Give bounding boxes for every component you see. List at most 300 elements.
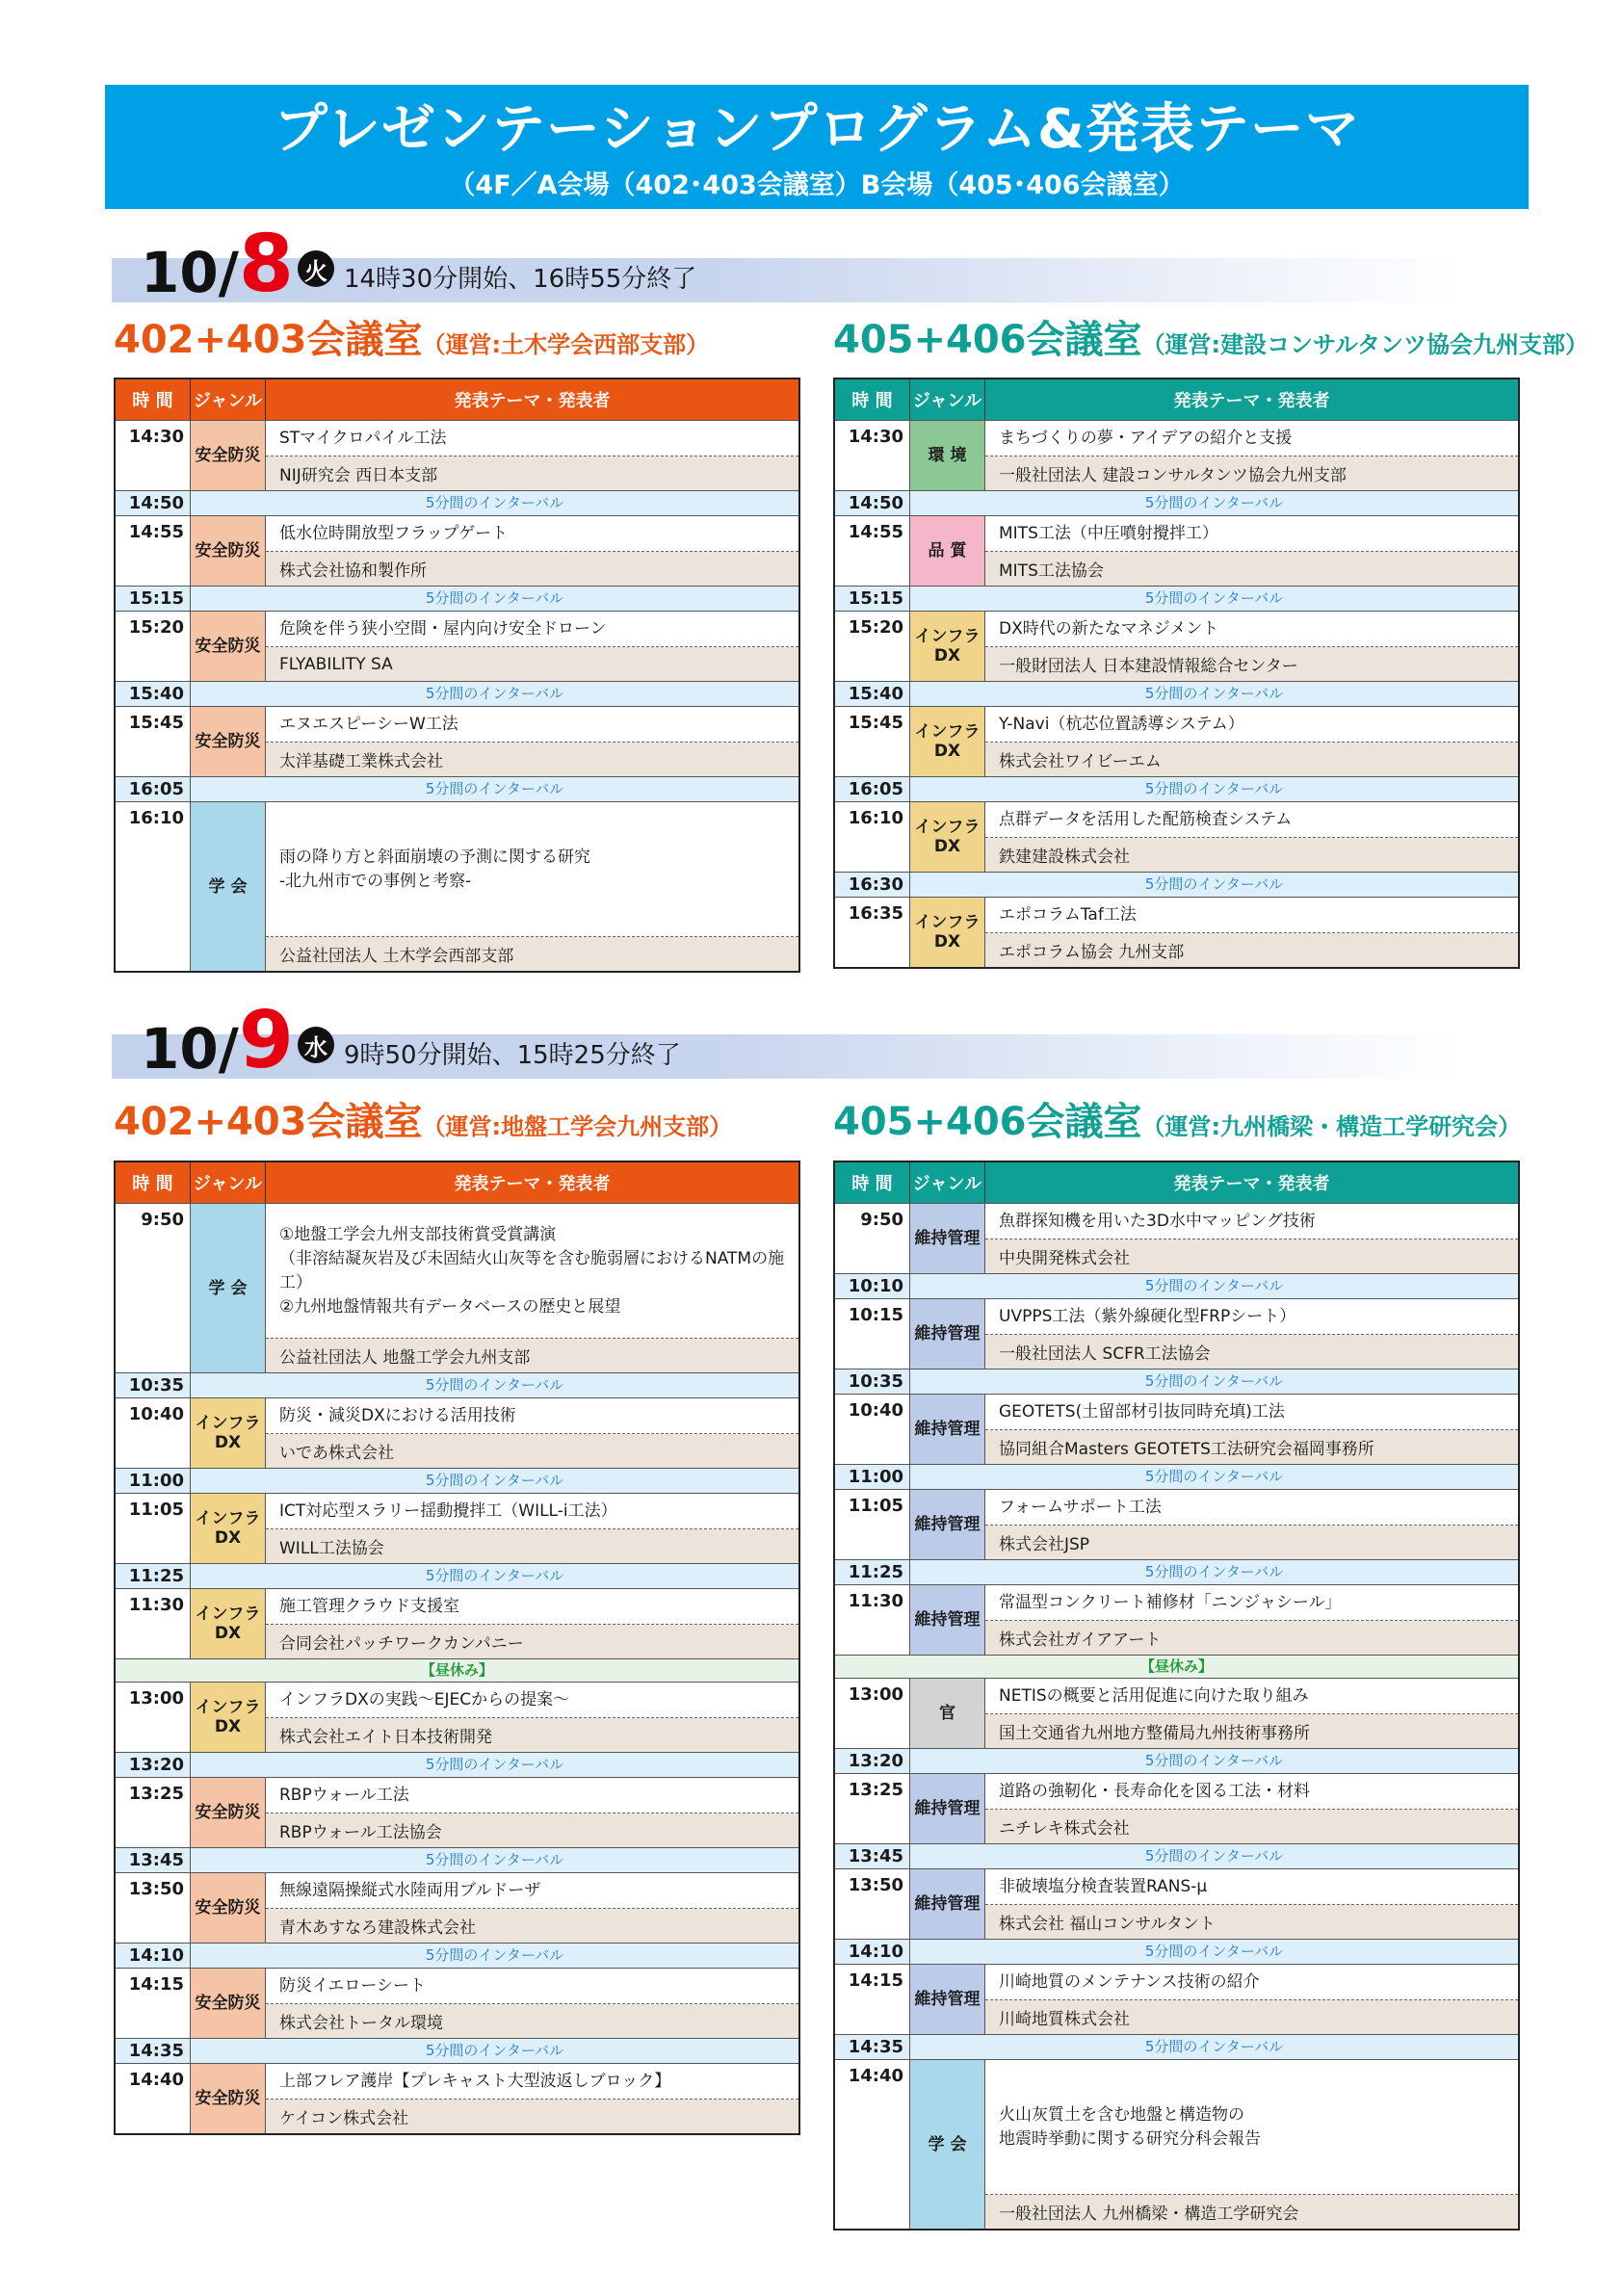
session-presenter: 一般社団法人 建設コンサルタンツ協会九州支部 xyxy=(985,457,1518,490)
session-presenter: 一般社団法人 SCFR工法協会 xyxy=(985,1335,1518,1369)
header-genre: ジャンル xyxy=(191,1162,266,1203)
interval-label: 5分間のインターバル xyxy=(1144,685,1284,702)
interval-time: 13:20 xyxy=(835,1749,910,1773)
session-presenter: 株式会社JSP xyxy=(985,1526,1518,1559)
day-heading xyxy=(141,995,681,1086)
room-name: 405+406会議室 xyxy=(833,318,1142,362)
interval-time: 13:20 xyxy=(116,1753,191,1777)
session-detail xyxy=(266,421,798,490)
session-detail xyxy=(985,1965,1518,2034)
interval-row xyxy=(116,586,798,611)
room-name: 402+403会議室 xyxy=(114,1100,423,1144)
interval-time: 14:10 xyxy=(835,1940,910,1964)
genre-badge: 官 xyxy=(910,1679,985,1748)
session-presenter: いであ株式会社 xyxy=(266,1434,798,1468)
session-row xyxy=(835,2059,1518,2229)
lunch-label: 【昼休み】 xyxy=(420,1661,493,1679)
genre-badge: インフラ DX xyxy=(910,802,985,872)
session-detail xyxy=(266,1589,798,1658)
interval-label: 5分間のインターバル xyxy=(1144,589,1284,607)
session-detail xyxy=(985,2060,1518,2229)
table-header xyxy=(116,1162,798,1203)
session-time: 15:45 xyxy=(835,707,910,776)
interval-label: 5分間のインターバル xyxy=(1144,875,1284,893)
session-row xyxy=(116,1397,798,1468)
genre-badge: 安全防災 xyxy=(191,1969,266,2038)
interval-time: 10:10 xyxy=(835,1274,910,1298)
session-row xyxy=(116,801,798,971)
interval-row xyxy=(835,1939,1518,1964)
session-presenter: 株式会社ガイアアート xyxy=(985,1621,1518,1655)
room-operator: （運営:土木学会西部支部） xyxy=(422,331,710,358)
session-hours: 14時30分開始、16時55分終了 xyxy=(343,265,697,294)
interval-label: 5分間のインターバル xyxy=(425,780,564,797)
session-time: 14:40 xyxy=(116,2064,191,2133)
interval-time: 14:50 xyxy=(116,491,191,515)
header-theme: 発表テーマ・発表者 xyxy=(1173,391,1330,411)
lunch-break-row xyxy=(116,1658,798,1682)
room-name: 402+403会議室 xyxy=(114,318,423,362)
session-presenter: ケイコン株式会社 xyxy=(266,2100,798,2133)
session-row xyxy=(116,1777,798,1847)
interval-label: 5分間のインターバル xyxy=(425,1756,564,1773)
session-title: NETISの概要と活用促進に向けた取り組み xyxy=(985,1679,1518,1714)
genre-badge: 安全防災 xyxy=(191,612,266,681)
genre-badge: 維持管理 xyxy=(910,1585,985,1655)
genre-badge: 安全防災 xyxy=(191,707,266,776)
interval-label: 5分間のインターバル xyxy=(425,1376,564,1394)
session-detail xyxy=(985,1395,1518,1464)
lunch-label: 【昼休み】 xyxy=(1139,1657,1213,1675)
interval-row xyxy=(116,2038,798,2063)
session-row xyxy=(835,1678,1518,1748)
interval-time: 11:25 xyxy=(116,1564,191,1588)
interval-label: 5分間のインターバル xyxy=(425,1567,564,1584)
session-row xyxy=(835,801,1518,872)
session-time: 14:30 xyxy=(116,421,191,490)
session-row xyxy=(116,1588,798,1658)
session-time: 10:15 xyxy=(835,1299,910,1369)
session-detail xyxy=(266,2064,798,2133)
session-title: 非破壊塩分検査装置RANS-μ xyxy=(985,1869,1518,1905)
session-row xyxy=(116,1872,798,1943)
table-header xyxy=(116,379,798,420)
session-detail xyxy=(266,1683,798,1752)
session-title: まちづくりの夢・アイデアの紹介と支援 xyxy=(985,421,1518,457)
genre-badge: 安全防災 xyxy=(191,2064,266,2133)
session-row xyxy=(116,420,798,490)
session-title: UVPPS工法（紫外線硬化型FRPシート） xyxy=(985,1299,1518,1335)
header-theme: 発表テーマ・発表者 xyxy=(454,391,611,411)
session-detail xyxy=(266,1494,798,1563)
table-header xyxy=(835,379,1518,420)
day-heading xyxy=(141,219,697,310)
interval-time: 15:40 xyxy=(835,682,910,706)
interval-time: 15:15 xyxy=(116,587,191,611)
session-detail xyxy=(266,1969,798,2038)
session-detail xyxy=(266,707,798,776)
session-presenter: 鉄建建設株式会社 xyxy=(985,838,1518,872)
session-detail xyxy=(985,516,1518,586)
interval-row xyxy=(835,776,1518,801)
session-time: 13:00 xyxy=(835,1679,910,1748)
session-title: エヌエスピーシーW工法 xyxy=(266,707,798,743)
session-title: MITS工法（中圧噴射攪拌工） xyxy=(985,516,1518,552)
interval-row xyxy=(116,681,798,706)
session-row xyxy=(835,1394,1518,1464)
header-theme: 発表テーマ・発表者 xyxy=(1173,1174,1330,1194)
interval-row xyxy=(116,1372,798,1397)
header-genre: ジャンル xyxy=(910,379,985,420)
interval-time: 15:15 xyxy=(835,587,910,611)
date-month: 10/ xyxy=(141,1016,239,1082)
room-title xyxy=(114,318,709,362)
session-presenter: 一般社団法人 九州橋梁・構造工学研究会 xyxy=(985,2195,1518,2229)
session-title: 危険を伴う狭小空間・屋内向け安全ドローン xyxy=(266,612,798,647)
genre-badge: 維持管理 xyxy=(910,1204,985,1273)
room-operator: （運営:地盤工学会九州支部） xyxy=(422,1113,733,1140)
session-time: 14:15 xyxy=(116,1969,191,2038)
session-presenter: 株式会社トータル環境 xyxy=(266,2004,798,2038)
session-presenter: 協同組合Masters GEOTETS工法研究会福岡事務所 xyxy=(985,1430,1518,1464)
session-time: 16:10 xyxy=(116,802,191,971)
session-title: ICT対応型スラリー揺動攪拌工（WILL-i工法） xyxy=(266,1494,798,1529)
session-row xyxy=(835,1298,1518,1369)
genre-badge: 安全防災 xyxy=(191,421,266,490)
interval-label: 5分間のインターバル xyxy=(1144,1943,1284,1960)
session-time: 9:50 xyxy=(835,1204,910,1273)
session-detail xyxy=(985,1585,1518,1655)
interval-row xyxy=(835,681,1518,706)
session-detail xyxy=(266,1204,798,1372)
header-genre: ジャンル xyxy=(910,1162,985,1203)
interval-time: 14:50 xyxy=(835,491,910,515)
schedule-table xyxy=(833,378,1520,969)
session-row xyxy=(116,706,798,776)
session-presenter: 株式会社エイト日本技術開発 xyxy=(266,1718,798,1752)
genre-badge: 維持管理 xyxy=(910,1395,985,1464)
interval-label: 5分間のインターバル xyxy=(425,1472,564,1489)
session-title: DX時代の新たなマネジメント xyxy=(985,612,1518,647)
interval-row xyxy=(116,1468,798,1493)
session-detail xyxy=(985,1869,1518,1939)
session-title: STマイクロパイル工法 xyxy=(266,421,798,457)
session-presenter: 公益社団法人 土木学会西部支部 xyxy=(266,937,798,971)
title-banner xyxy=(105,85,1529,209)
genre-badge: 学 会 xyxy=(910,2060,985,2229)
genre-badge: 学 会 xyxy=(191,1204,266,1372)
interval-time: 11:25 xyxy=(835,1560,910,1584)
interval-time: 14:10 xyxy=(116,1944,191,1968)
genre-badge: インフラ DX xyxy=(191,1589,266,1658)
session-presenter: 一般財団法人 日本建設情報総合センター xyxy=(985,647,1518,681)
session-time: 16:10 xyxy=(835,802,910,872)
session-detail xyxy=(266,1778,798,1847)
page-title: プレゼンテーションプログラム&発表テーマ xyxy=(274,98,1360,161)
session-presenter: NIJ研究会 西日本支部 xyxy=(266,457,798,490)
session-row xyxy=(835,1489,1518,1559)
session-row xyxy=(116,2063,798,2133)
session-time: 13:50 xyxy=(835,1869,910,1939)
session-row xyxy=(835,897,1518,967)
genre-badge: インフラ DX xyxy=(910,707,985,776)
session-row xyxy=(835,515,1518,586)
interval-time: 13:45 xyxy=(116,1848,191,1872)
room-title xyxy=(833,318,1588,362)
session-time: 13:25 xyxy=(835,1774,910,1843)
session-title: 川崎地質のメンテナンス技術の紹介 xyxy=(985,1965,1518,2000)
session-title: 火山灰質土を含む地盤と構造物の 地震時挙動に関する研究分科会報告 xyxy=(985,2060,1518,2195)
session-row xyxy=(116,1968,798,2038)
session-presenter: 株式会社ワイビーエム xyxy=(985,743,1518,776)
interval-label: 5分間のインターバル xyxy=(1144,1468,1284,1485)
interval-row xyxy=(835,872,1518,897)
session-title: 防災イエローシート xyxy=(266,1969,798,2004)
session-detail xyxy=(985,1774,1518,1843)
header-theme: 発表テーマ・発表者 xyxy=(454,1174,611,1194)
interval-row xyxy=(116,490,798,515)
session-presenter: 太洋基礎工業株式会社 xyxy=(266,743,798,776)
session-row xyxy=(116,611,798,681)
room-operator: （運営:九州橋梁・構造工学研究会） xyxy=(1141,1113,1522,1140)
genre-badge: インフラ DX xyxy=(191,1398,266,1468)
session-title: 魚群探知機を用いた3D水中マッピング技術 xyxy=(985,1204,1518,1239)
interval-time: 13:45 xyxy=(835,1844,910,1868)
genre-badge: 維持管理 xyxy=(910,1490,985,1559)
session-title: 上部フレア護岸【プレキャスト大型波返しブロック】 xyxy=(266,2064,798,2100)
session-time: 14:30 xyxy=(835,421,910,490)
session-detail xyxy=(985,802,1518,872)
table-header xyxy=(835,1162,1518,1203)
session-time: 14:55 xyxy=(835,516,910,586)
session-hours: 9時50分開始、15時25分終了 xyxy=(343,1041,681,1070)
session-title: インフラDXの実践～EJECからの提案～ xyxy=(266,1683,798,1718)
interval-time: 16:05 xyxy=(116,777,191,801)
session-detail xyxy=(266,1873,798,1943)
date-month: 10/ xyxy=(141,240,239,305)
session-detail xyxy=(985,612,1518,681)
interval-time: 11:00 xyxy=(835,1465,910,1489)
interval-time: 16:05 xyxy=(835,777,910,801)
session-detail xyxy=(266,1398,798,1468)
session-time: 11:05 xyxy=(116,1494,191,1563)
header-time: 時 間 xyxy=(116,1162,191,1203)
session-presenter: RBPウォール工法協会 xyxy=(266,1813,798,1847)
genre-badge: インフラ DX xyxy=(191,1683,266,1752)
interval-row xyxy=(835,2034,1518,2059)
session-title: 防災・減災DXにおける活用技術 xyxy=(266,1398,798,1434)
session-detail xyxy=(985,1490,1518,1559)
session-presenter: 国土交通省九州地方整備局九州技術事務所 xyxy=(985,1714,1518,1748)
session-time: 11:05 xyxy=(835,1490,910,1559)
room-title xyxy=(833,1100,1521,1144)
schedule-table xyxy=(114,1161,800,2135)
schedule-table xyxy=(833,1161,1520,2231)
session-row xyxy=(116,1682,798,1752)
genre-badge: 安全防災 xyxy=(191,1873,266,1943)
interval-row xyxy=(835,1464,1518,1489)
interval-row xyxy=(116,1752,798,1777)
room-title xyxy=(114,1100,732,1144)
session-presenter: ニチレキ株式会社 xyxy=(985,1810,1518,1843)
session-title: 無線遠隔操縦式水陸両用ブルドーザ xyxy=(266,1873,798,1909)
page-subtitle: （4F／A会場（402･403会議室）B会場（405･406会議室） xyxy=(449,170,1185,200)
interval-row xyxy=(835,1369,1518,1394)
session-title: Y-Navi（杭芯位置誘導システム） xyxy=(985,707,1518,743)
genre-badge: 安全防災 xyxy=(191,516,266,586)
interval-label: 5分間のインターバル xyxy=(425,494,564,511)
interval-label: 5分間のインターバル xyxy=(1144,780,1284,797)
session-title: 点群データを活用した配筋検査システム xyxy=(985,802,1518,838)
interval-time: 14:35 xyxy=(835,2035,910,2059)
interval-time: 10:35 xyxy=(116,1373,191,1397)
session-detail xyxy=(985,707,1518,776)
genre-badge: インフラ DX xyxy=(910,898,985,967)
session-title: エポコラムTaf工法 xyxy=(985,898,1518,933)
session-time: 15:20 xyxy=(116,612,191,681)
session-presenter: FLYABILITY SA xyxy=(266,647,798,681)
weekday-badge: 火 xyxy=(298,250,334,287)
genre-badge: インフラ DX xyxy=(910,612,985,681)
session-detail xyxy=(985,1299,1518,1369)
session-row xyxy=(835,1584,1518,1655)
session-time: 14:15 xyxy=(835,1965,910,2034)
interval-time: 16:30 xyxy=(835,873,910,897)
interval-row xyxy=(835,1843,1518,1868)
session-time: 13:00 xyxy=(116,1683,191,1752)
header-time: 時 間 xyxy=(835,379,910,420)
interval-label: 5分間のインターバル xyxy=(1144,2038,1284,2055)
interval-label: 5分間のインターバル xyxy=(1144,1563,1284,1580)
session-presenter: エポコラム協会 九州支部 xyxy=(985,933,1518,967)
session-presenter: 青木あすなろ建設株式会社 xyxy=(266,1909,798,1943)
session-row xyxy=(116,515,798,586)
genre-badge: 環 境 xyxy=(910,421,985,490)
session-time: 10:40 xyxy=(116,1398,191,1468)
interval-time: 11:00 xyxy=(116,1469,191,1493)
interval-time: 10:35 xyxy=(835,1370,910,1394)
lunch-break-row xyxy=(835,1655,1518,1678)
session-time: 15:45 xyxy=(116,707,191,776)
session-time: 15:20 xyxy=(835,612,910,681)
interval-label: 5分間のインターバル xyxy=(1144,494,1284,511)
interval-row xyxy=(835,490,1518,515)
session-time: 11:30 xyxy=(116,1589,191,1658)
session-row xyxy=(835,611,1518,681)
session-time: 10:40 xyxy=(835,1395,910,1464)
interval-label: 5分間のインターバル xyxy=(1144,1847,1284,1865)
session-title: 雨の降り方と斜面崩壊の予測に関する研究 -北九州市での事例と考察- xyxy=(266,802,798,937)
interval-label: 5分間のインターバル xyxy=(425,685,564,702)
session-row xyxy=(835,1868,1518,1939)
session-row xyxy=(835,706,1518,776)
interval-row xyxy=(835,1559,1518,1584)
session-detail xyxy=(985,1204,1518,1273)
session-row xyxy=(835,420,1518,490)
session-title: 道路の強靭化・長寿命化を図る工法・材料 xyxy=(985,1774,1518,1810)
genre-badge: 品 質 xyxy=(910,516,985,586)
session-detail xyxy=(266,516,798,586)
session-title: ①地盤工学会九州支部技術賞受賞講演 （非溶結凝灰岩及び未固結火山灰等を含む脆弱層におけるNATMの施工） ②九州地盤情報共有データベースの歴史と展望 xyxy=(266,1204,798,1339)
header-time: 時 間 xyxy=(116,379,191,420)
session-time: 14:55 xyxy=(116,516,191,586)
session-detail xyxy=(266,802,798,971)
interval-row xyxy=(116,1943,798,1968)
header-genre: ジャンル xyxy=(191,379,266,420)
session-detail xyxy=(985,421,1518,490)
genre-badge: 維持管理 xyxy=(910,1774,985,1843)
genre-badge: 維持管理 xyxy=(910,1869,985,1939)
session-title: 低水位時開放型フラップゲート xyxy=(266,516,798,552)
interval-label: 5分間のインターバル xyxy=(1144,1372,1284,1390)
session-title: GEOTETS(土留部材引抜同時充填)工法 xyxy=(985,1395,1518,1430)
interval-time: 14:35 xyxy=(116,2039,191,2063)
interval-row xyxy=(116,1563,798,1588)
session-presenter: WILL工法協会 xyxy=(266,1529,798,1563)
date-day: 8 xyxy=(238,219,294,310)
interval-row xyxy=(116,1847,798,1872)
session-time: 11:30 xyxy=(835,1585,910,1655)
genre-badge: 維持管理 xyxy=(910,1965,985,2034)
session-time: 13:25 xyxy=(116,1778,191,1847)
session-title: 常温型コンクリート補修材「ニンジャシール」 xyxy=(985,1585,1518,1621)
genre-badge: 学 会 xyxy=(191,802,266,971)
date-day: 9 xyxy=(238,995,294,1086)
genre-badge: インフラ DX xyxy=(191,1494,266,1563)
interval-label: 5分間のインターバル xyxy=(425,2042,564,2059)
interval-label: 5分間のインターバル xyxy=(425,1946,564,1964)
interval-time: 15:40 xyxy=(116,682,191,706)
session-title: 施工管理クラウド支援室 xyxy=(266,1589,798,1625)
interval-label: 5分間のインターバル xyxy=(425,589,564,607)
interval-row xyxy=(835,1273,1518,1298)
interval-label: 5分間のインターバル xyxy=(1144,1277,1284,1294)
session-presenter: 株式会社協和製作所 xyxy=(266,552,798,586)
genre-badge: 維持管理 xyxy=(910,1299,985,1369)
session-presenter: 中央開発株式会社 xyxy=(985,1239,1518,1273)
session-time: 13:50 xyxy=(116,1873,191,1943)
session-presenter: 株式会社 福山コンサルタント xyxy=(985,1905,1518,1939)
interval-row xyxy=(835,586,1518,611)
session-row xyxy=(835,1203,1518,1273)
session-row xyxy=(835,1773,1518,1843)
session-time: 14:40 xyxy=(835,2060,910,2229)
room-name: 405+406会議室 xyxy=(833,1100,1142,1144)
session-detail xyxy=(985,1679,1518,1748)
room-operator: （運営:建設コンサルタンツ協会九州支部） xyxy=(1141,331,1588,358)
session-detail xyxy=(266,612,798,681)
session-presenter: 公益社団法人 地盤工学会九州支部 xyxy=(266,1339,798,1372)
session-title: フォームサポート工法 xyxy=(985,1490,1518,1526)
session-presenter: MITS工法協会 xyxy=(985,552,1518,586)
weekday-badge: 水 xyxy=(298,1027,334,1063)
session-row xyxy=(116,1203,798,1372)
session-time: 16:35 xyxy=(835,898,910,967)
session-time: 9:50 xyxy=(116,1204,191,1372)
session-title: RBPウォール工法 xyxy=(266,1778,798,1813)
session-presenter: 合同会社パッチワークカンパニー xyxy=(266,1625,798,1658)
interval-label: 5分間のインターバル xyxy=(425,1851,564,1868)
interval-row xyxy=(835,1748,1518,1773)
genre-badge: 安全防災 xyxy=(191,1778,266,1847)
session-row xyxy=(835,1964,1518,2034)
session-row xyxy=(116,1493,798,1563)
header-time: 時 間 xyxy=(835,1162,910,1203)
interval-row xyxy=(116,776,798,801)
session-detail xyxy=(985,898,1518,967)
interval-label: 5分間のインターバル xyxy=(1144,1752,1284,1769)
schedule-table xyxy=(114,378,800,973)
